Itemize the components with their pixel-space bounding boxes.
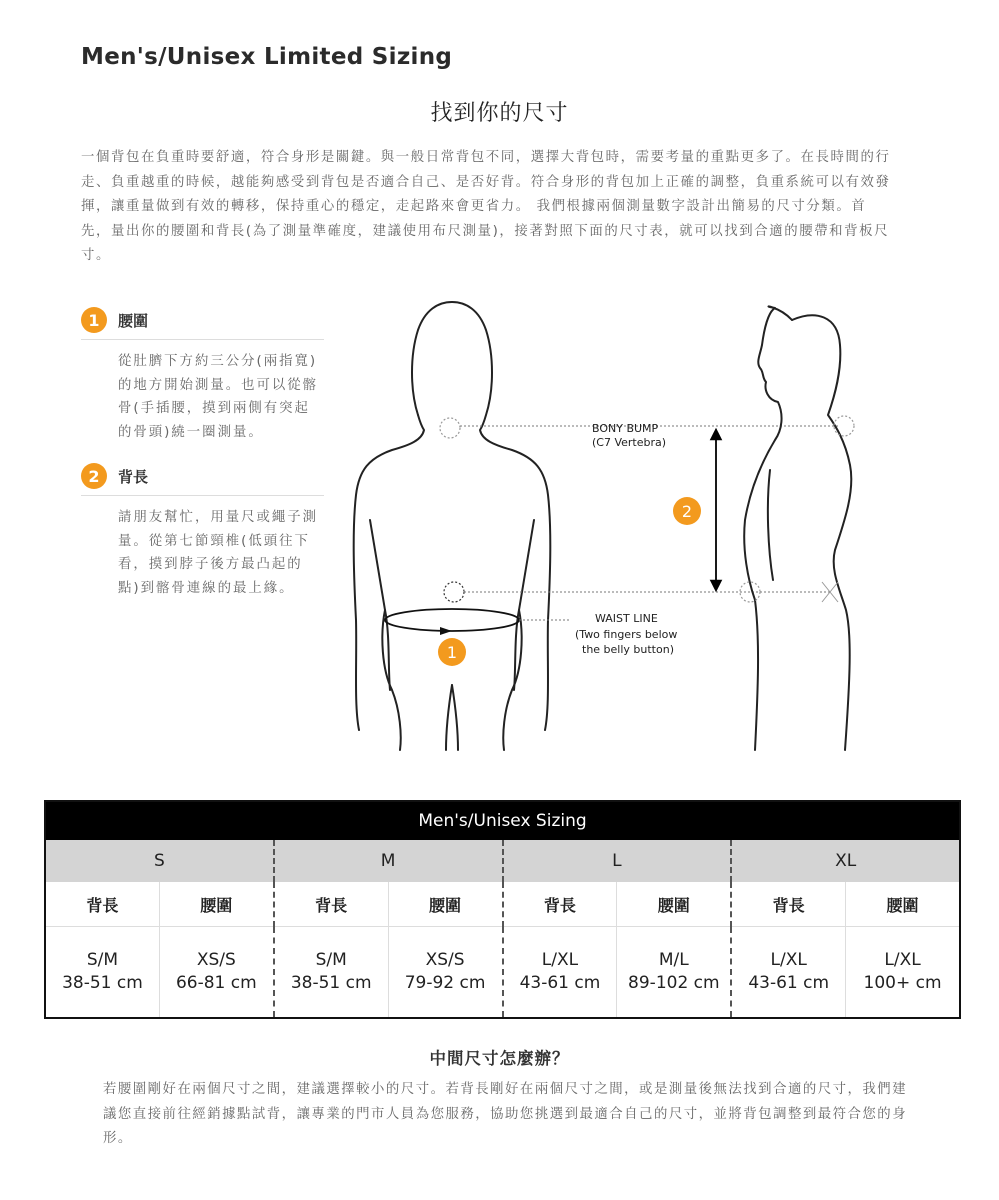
body-measurement-diagram xyxy=(330,290,870,760)
size-l-header: L xyxy=(503,840,732,882)
step-number-badge: 1 xyxy=(81,307,107,333)
section-subtitle: 找到你的尺寸 xyxy=(430,101,569,126)
step-title: 背長 xyxy=(118,467,149,486)
marker-2-label: 2 xyxy=(681,502,693,521)
cell-size: XS/S xyxy=(196,950,236,970)
table-cell xyxy=(617,927,731,1019)
column-header: 背長 xyxy=(731,882,845,927)
cell-size: L/XL xyxy=(770,950,807,970)
column-header: 腰圍 xyxy=(846,882,960,927)
side-body-outline xyxy=(744,306,851,750)
column-header: 腰圍 xyxy=(388,882,502,927)
c7-marker-front xyxy=(440,418,460,438)
cell-range: 43-61 cm xyxy=(519,973,601,993)
intro-paragraph: 一個背包在負重時要舒適，符合身形是關鍵。與一般日常背包不同，選擇大背包時，需要考量的重點更多了。在長時間的行走、負重越重的時候，越能夠感受到背包是否適合自己、是否好背。符合身形的背包加上正確的調整，負重系統可以有效發揮，讓重量做到有效的轉移，保持重心的穩定，走起路來會更省力。 我們根據兩個測量數字設計出簡易的尺寸分類。首先，量出你的腰圍和背長(為了測量準確度，建議使用布尺測量)，接著對照下面的尺寸表，就可以找到合適的腰帶和背板尺寸。 xyxy=(81,150,891,263)
size-s-header: S xyxy=(45,840,274,882)
column-header: 腰圍 xyxy=(617,882,731,927)
step-description: 從肚臍下方約三公分(兩指寬)的地方開始測量。也可以從髂骨(手插腰，摸到兩側有突起的骨頭)繞一圈測量。 xyxy=(118,354,319,441)
sizing-table xyxy=(44,800,961,1019)
cell-size: L/XL xyxy=(884,950,921,970)
column-header: 背長 xyxy=(45,882,159,927)
step-waist xyxy=(81,305,324,445)
bony-bump-label: BONY BUMP xyxy=(592,422,659,435)
waist-loop xyxy=(385,609,519,631)
cell-size: L/XL xyxy=(541,950,579,970)
column-header: 背長 xyxy=(274,882,388,927)
size-xl-header: XL xyxy=(731,840,960,882)
two-fingers-label: (Two fingers below xyxy=(575,628,678,641)
cell-range: 43-61 cm xyxy=(748,973,830,993)
faq-title: 中間尺寸怎麼辦？ xyxy=(429,1049,570,1068)
table-title: Men's/Unisex Sizing xyxy=(418,811,587,831)
step-title: 腰圍 xyxy=(118,311,149,330)
front-body-outline xyxy=(354,302,551,750)
step-waist-header xyxy=(81,305,324,340)
table-cell xyxy=(159,927,273,1019)
table-cell xyxy=(388,927,502,1019)
column-header: 背長 xyxy=(503,882,617,927)
cell-size: S/M xyxy=(315,950,347,970)
cell-range: 38-51 cm xyxy=(62,973,143,993)
table-cell xyxy=(45,927,159,1019)
cell-size: XS/S xyxy=(425,950,465,970)
cell-range: 38-51 cm xyxy=(290,973,372,993)
step-torso xyxy=(81,461,324,601)
cell-size: S/M xyxy=(86,950,119,970)
page-title: Men's/Unisex Limited Sizing xyxy=(81,44,453,70)
cell-size: M/L xyxy=(658,950,689,970)
table-cell xyxy=(274,927,388,1019)
cell-range: 100+ cm xyxy=(863,973,942,993)
step-torso-header xyxy=(81,461,324,496)
cell-range: 89-102 cm xyxy=(628,973,720,993)
waist-line-label: WAIST LINE xyxy=(595,612,658,625)
belly-button-marker xyxy=(444,582,464,602)
c7-label: (C7 Vertebra) xyxy=(592,436,667,449)
table-cell xyxy=(503,927,617,1019)
marker-1-label: 1 xyxy=(446,643,458,662)
table-cell xyxy=(731,927,845,1019)
faq-paragraph: 若腰圍剛好在兩個尺寸之間，建議選擇較小的尺寸。若背長剛好在兩個尺寸之間，或是測量後無法找到合適的尺寸，我們建議您直接前往經銷據點試背，讓專業的門市人員為您服務，協助您挑選到最適合自己的尺寸，並將背包調整到最符合您的身形。 xyxy=(103,1082,908,1146)
step-description: 請朋友幫忙，用量尺或繩子測量。從第七節頸椎(低頭往下看，摸到脖子後方最凸起的點)到髂骨連線的最上緣。 xyxy=(118,510,319,597)
size-m-header: M xyxy=(274,840,503,882)
cell-range: 79-92 cm xyxy=(404,973,486,993)
table-cell xyxy=(846,927,960,1019)
column-header: 腰圍 xyxy=(159,882,273,927)
waist-direction-arrow xyxy=(440,627,452,635)
cell-range: 66-81 cm xyxy=(175,973,257,993)
step-number-badge: 2 xyxy=(81,463,107,489)
belly-button-label: the belly button) xyxy=(582,643,674,656)
